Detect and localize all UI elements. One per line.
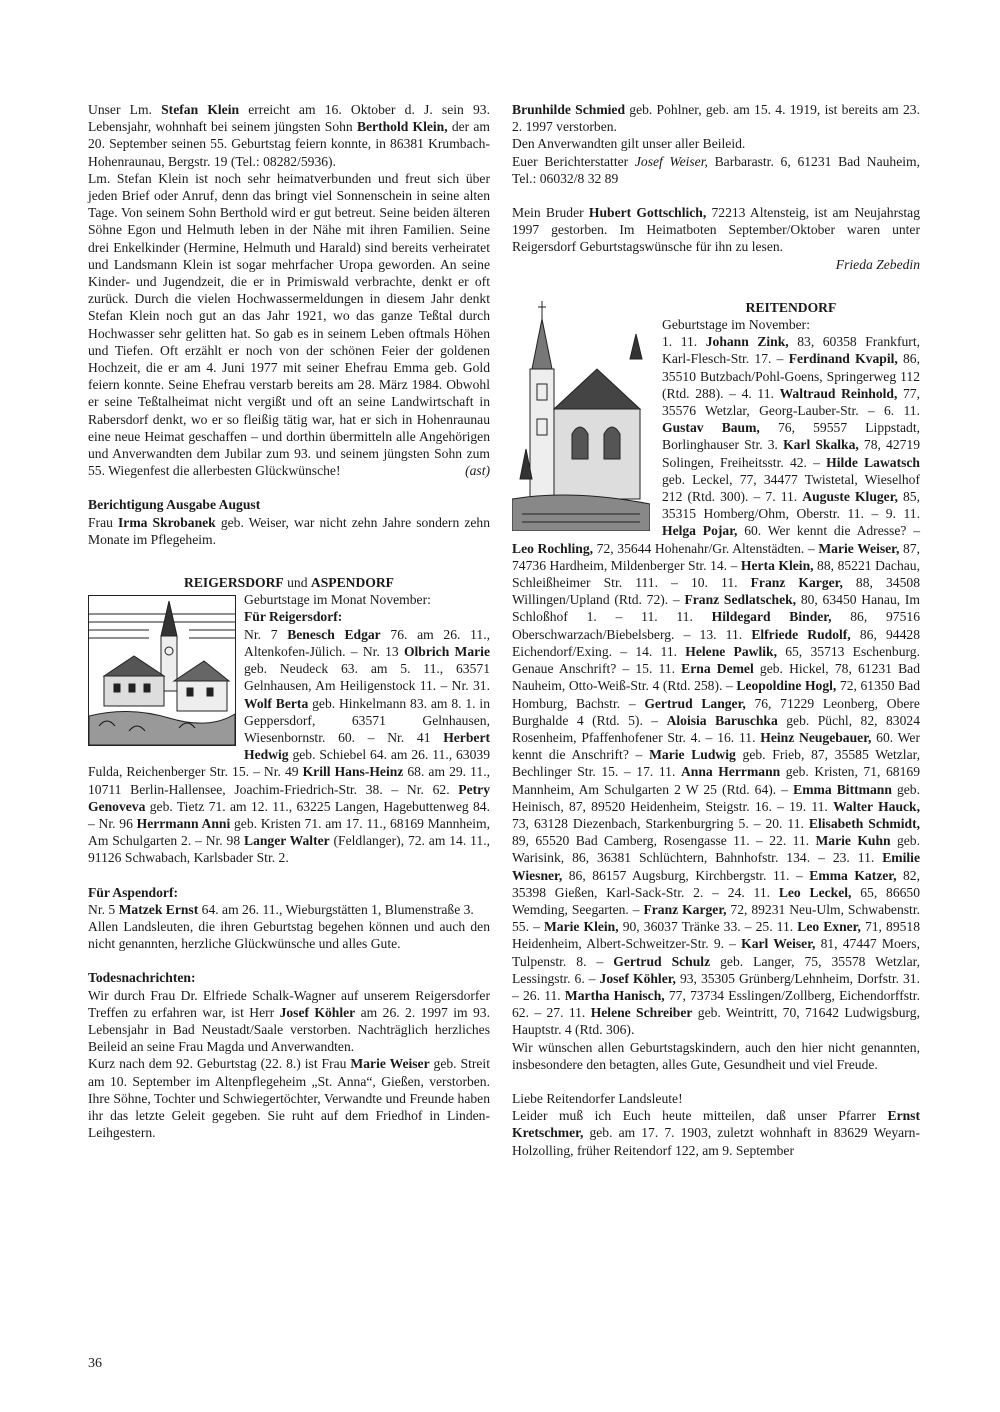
birthday-details: 76, 71229 Leonberg, Obere Burghalde 4 (Rtd. 5). –: [512, 695, 920, 728]
reigersdorf-subheading: Für Reigersdorf:: [244, 609, 343, 625]
obituary-koehler: Wir durch Frau Dr. Elfriede Schalk-Wagner auf unserem Reigersdorfer Treffen zu erfahren war, ist Herr Josef Köhler am 26. 2. 1997 im 93. Lebensjahr in Bad Neustadt/Saale verstorben. Nachträglich herzliches Beileid an seine Frau Magda und Anverwandten.: [88, 987, 491, 1055]
author-initials: (ast): [465, 463, 490, 479]
birthday-name: Leo Exner,: [797, 919, 861, 935]
birthday-details: 90, 36037 Tränke 33. – 25. 11.: [618, 919, 798, 935]
birthday-details: geb. Warisink, 86, 36381 Schlüchtern, Bahnhofstr. 134. – 23. 11.: [512, 833, 920, 866]
birthday-details: geb. Heinisch, 87, 89520 Heidenheim, Steigstr. 16. – 19. 11.: [512, 781, 920, 814]
birthday-details: 65, 86650 Wemding, Seegarten. –: [512, 884, 921, 917]
birthday-name: Helga Pojar,: [662, 523, 738, 539]
birthday-details: 60. Wer kennt die Adresse? –: [737, 523, 920, 539]
birthday-name: Anna Herrmann: [680, 764, 781, 780]
birthday-name: Emma Bittmann: [793, 781, 892, 797]
birthday-name: Marie Klein,: [543, 919, 619, 935]
birthday-details: geb. Weintritt, 70, 71642 Ludwigsburg, Hauptstr. 4 (Rtd. 306).: [512, 1005, 920, 1038]
obituary-gottschlich: Mein Bruder Hubert Gottschlich, 72213 Altensteig, ist am Neujahrstag 1997 gestorben. Im Heimatboten September/Oktober waren unter Reigersdorf Geburtstagswünsche für ihn zu lesen.: [512, 205, 920, 255]
birthday-details: 78, 42719 Solingen, Freiheitsstr. 42. –: [662, 437, 921, 470]
birthday-name: Franz Sedlatschek,: [684, 592, 797, 608]
birthday-name: Leo Leckel,: [778, 884, 852, 900]
reigersdorf-intro: Geburtstage im Monat November:: [244, 592, 431, 608]
birthday-name: Auguste Kluger,: [802, 489, 898, 505]
birthday-details: 72, 61350 Bad Homburg, Bachstr. –: [512, 678, 920, 711]
aspendorf-wishes: Allen Landsleuten, die ihren Geburtstag begehen können und auch den nicht genannten, herzliche Glückwünsche und alles Gute.: [88, 918, 490, 952]
condolence-line: Den Anverwandten gilt unser aller Beileid.: [512, 136, 746, 152]
birthday-name: Hilde Lawatsch: [826, 454, 920, 470]
birthday-name: Marie Kuhn: [815, 833, 891, 849]
birthday-details: 77, 73734 Esslingen/Zollberg, Eichendorffstr. 62. – 27. 11.: [512, 987, 920, 1021]
birthday-name: Josef Köhler,: [599, 970, 676, 986]
church-illustration: [512, 299, 650, 531]
birthday-details: geb. Langer, 75, 35578 Wetzlar, Lessingstr. 6. –: [512, 953, 920, 986]
birthday-details: 65, 35713 Eschenburg. Genaue Anschrift? – 15. 11.: [512, 643, 920, 677]
reitendorf-greeting: Liebe Reitendorfer Landsleute!: [512, 1090, 683, 1106]
obituary-schmied: Brunhilde Schmied geb. Pohlner, geb. am 15. 4. 1919, ist bereits am 23. 2. 1997 verstorben.: [512, 102, 920, 135]
birthday-details: 83, 60358 Frankfurt, Karl-Flesch-Str. 17. –: [662, 334, 920, 367]
birthday-name: Franz Karger,: [750, 575, 843, 591]
birthday-details: 86, 94428 Eichendorf/Exing. – 14. 11.: [512, 626, 920, 659]
birthday-name: Gertrud Schulz: [613, 953, 711, 969]
reitendorf-wishes: Wir wünschen allen Geburtstagskindern, auch den hier nicht genannten, insbesondere den betagten, alles Gute, Gesundheit und viel Freude.: [512, 1039, 920, 1072]
birthday-name: Emilie Wiesner,: [512, 850, 920, 883]
reitendorf-announcement: Leider muß ich Euch heute mitteilen, daß unser Pfarrer Ernst Kretschmer, geb. am 17. 7. 1903, zuletzt wohnhaft in 83629 Weyarn-Holzolling, früher Reitendorf 122, am 9. September: [512, 1108, 920, 1158]
birthday-name: Karl Weiser,: [741, 936, 816, 952]
klein-article-intro: Unser Lm. Stefan Klein erreicht am 16. Oktober d. J. sein 93. Lebensjahr, wohnhaft bei seinem jüngsten Sohn Berthold Klein, der am 20. September seinen 55. Geburtstag feiern konnte, in 86381 Krumbach-Hohenraunau, Bergstr. 19 (Tel.: 08282/5936).: [88, 102, 490, 169]
birthday-details: geb. Hickel, 78, 61231 Bad Nauheim, Otto-Weiß-Str. 4 (Rtd. 258). –: [512, 661, 921, 694]
birthday-details: 81, 47447 Moers, Tulpenstr. 8. –: [512, 936, 920, 969]
birthday-name: Karl Skalka,: [783, 437, 859, 453]
birthday-details: 72, 35644 Hohenahr/Gr. Altenstädten. –: [593, 540, 819, 556]
birthday-details: 80, 63450 Hanau, Im Schloßhof 1. – 11. 11.: [512, 592, 920, 625]
birthday-details: geb. Frieb, 87, 35585 Wetzlar, Bechlinger Str. 15. – 17. 11.: [512, 747, 920, 780]
birthday-name: Helene Schreiber: [590, 1005, 693, 1021]
birthday-details: 73, 63128 Diezenbach, Starkenburgring 5. – 20. 11.: [512, 815, 809, 831]
reitendorf-intro: Geburtstage im November:: [662, 317, 810, 333]
birthday-details: geb. Leckel, 77, 34477 Twistetal, Wieselhof 212 (Rtd. 300). – 7. 11.: [662, 471, 920, 505]
aspendorf-subheading: Für Aspendorf:: [88, 884, 179, 900]
right-column: [512, 101, 920, 1159]
author-signature: Frieda Zebedin: [835, 256, 920, 272]
reigersdorf-heading: REIGERSDORF und ASPENDORF: [184, 575, 394, 591]
birthday-details: 86, 86157 Augsburg, Kirchbergstr. 11. –: [562, 867, 810, 883]
left-column: [88, 101, 490, 1141]
birthday-details: 85, 35315 Homberg/Ohm, Oberstr. 11. – 9. 11.: [662, 489, 920, 522]
birthday-details: 87, 74736 Hardheim, Mildenberger Str. 14. –: [512, 540, 920, 573]
reporter-line: Euer Berichterstatter Josef Weiser, Barbarastr. 6, 61231 Bad Nauheim, Tel.: 06032/8 32 89: [512, 153, 920, 186]
birthday-name: Gustav Baum,: [662, 420, 760, 436]
birthday-details: 72, 89231 Neu-Ulm, Schwabenstr. 55. –: [512, 901, 920, 935]
birthday-name: Elisabeth Schmidt,: [808, 815, 921, 831]
birthday-details: 60. Wer kennt die Anschrift? –: [512, 729, 920, 763]
birthday-details: 82, 35398 Gießen, Karl-Sack-Str. 2. – 24. 11.: [512, 867, 920, 900]
correction-text: Frau Irma Skrobanek geb. Weiser, war nicht zehn Jahre sondern zehn Monate im Pflegeheim.: [88, 514, 490, 547]
birthday-name: Martha Hanisch,: [564, 987, 665, 1003]
birthday-name: Walter Hauck,: [833, 798, 920, 814]
birthday-details: 71, 89518 Heidenheim, Albert-Schweitzer-Str. 9. –: [512, 919, 921, 952]
reigersdorf-birthdays: Nr. 7 Benesch Edgar 76. am 26. 11., Altenkofen-Jülich. – Nr. 13 Olbrich Marie geb. Neudeck 63. am 5. 11., 63571 Gelnhausen, Am Heiligenstock 11. – Nr. 31. Wolf Berta geb. Hinkelmann 83. am 8. 1. in Geppersdorf, 63571 Gelnhausen, Wiesenbornstr. 60. – Nr. 41 Herbert Hedwig geb. Schiebel 64. am 26. 11., 63039 Fulda, Reichenberger Str. 15. – Nr. 49 Krill Hans-Heinz 68. am 29. 11., 10711 Berlin-Hallensee, Joachim-Friedrich-Str. 38. – Nr. 62. Petry Genoveva geb. Tietz 71. am 12. 11., 63225 Langen, Hagebuttenweg 84. – Nr. 96 Herrmann Anni geb. Kristen 71. am 17. 11., 68169 Mannheim, Am Schulgarten 2. – Nr. 98 Langer Walter (Feldlanger), 72. am 14. 11., 91126 Schwabach, Karlsbader Str. 2.: [88, 626, 491, 866]
birthday-details: 93, 35305 Grünberg/Lehnheim, Dorfstr. 31. – 26. 11.: [512, 970, 920, 1003]
birthday-name: Franz Karger,: [643, 901, 727, 917]
birthday-name: Hildegard Binder,: [711, 609, 832, 625]
obituaries-heading: Todesnachrichten:: [88, 970, 196, 986]
birthday-name: Ferdinand Kvapil,: [788, 351, 898, 367]
birthday-details: 88, 34508 Willingen/Upland (Rtd. 72). –: [512, 575, 920, 608]
birthday-name: Erna Demel: [681, 661, 754, 677]
birthday-name: Johann Zink,: [705, 334, 789, 350]
aspendorf-birthday: Nr. 5 Matzek Ernst 64. am 26. 11., Wieburgstätten 1, Blumenstraße 3.: [88, 901, 474, 917]
birthday-details: 88, 85221 Dachau, Schleißheimer Str. 111. – 10. 11.: [512, 557, 920, 591]
birthday-name: Helene Pawlik,: [685, 643, 777, 659]
birthday-details: 86, 35510 Butzbach/Pohl-Goens, Springerweg 112 (Rtd. 288). – 4. 11.: [662, 351, 920, 401]
obituary-weiser: Kurz nach dem 92. Geburtstag (22. 8.) ist Frau Marie Weiser geb. Streit am 10. September im Altenpflegeheim „St. Anna“, Gießen, verstorben. Ihre Söhne, Tochter und Schwiegertöchter, Verwandte und Freunde haben ihr das letzte Geleit gegeben. Sie ruht auf dem Friedhof in Linden-Leihgestern.: [88, 1056, 490, 1141]
birthday-name: Leo Rochling,: [512, 540, 594, 556]
birthday-name: Gertrud Langer,: [644, 695, 746, 711]
birthday-name: Heinz Neugebauer,: [760, 729, 872, 745]
birthday-name: Elfriede Rudolf,: [751, 626, 851, 642]
birthday-name: Leopoldine Hogl,: [736, 678, 837, 694]
birthday-name: Waltraud Reinhold,: [779, 385, 898, 401]
village-illustration: [88, 595, 236, 746]
birthday-details: 77, 35576 Wetzlar, Georg-Lauber-Str. – 6. 11.: [662, 385, 921, 419]
correction-heading: Berichtigung Ausgabe August: [88, 497, 261, 513]
birthday-details: 89, 65520 Bad Camberg, Rosengasse 11. – 22. 11.: [512, 833, 816, 849]
birthday-name: Marie Ludwig: [649, 747, 736, 763]
birthday-details: 1. 11.: [662, 334, 706, 350]
birthday-name: Emma Katzer,: [809, 867, 897, 883]
reitendorf-heading: REITENDORF: [745, 299, 837, 315]
birthday-name: Marie Weiser,: [818, 540, 900, 556]
birthday-name: Aloisia Baruschka: [666, 712, 778, 728]
birthday-details: geb. Püchl, 82, 83024 Rosenheim, Pfaffenhofener Str. 4. – 16. 11.: [512, 712, 920, 745]
birthday-details: geb. Kristen, 71, 68169 Mannheim, Am Schulgarten 2 W 25 (Rtd. 64). –: [512, 764, 920, 797]
klein-article-body: Lm. Stefan Klein ist noch sehr heimatverbunden und freut sich über jeden Brief oder Anruf, denn das bringt viel Sonnenschein in seine alten Tage. Von seinem Sohn Berthold wird er gut betreut. Seine beiden älteren Söhne Egon und Helmuth leben in der Nähe mit ihren Familien. Seine drei Enkelkinder (Hermine, Helmuth und Harald) sind bereits verheiratet und Landsmann Klein ist sogar mehrfacher Uropa geworden. An seine Kinder- und Jugendzeit, die er in Primiswald verbrachte, denkt er oft zurück. Durch die vielen Hochwassermeldungen in diesem Jahr denkt Stefan Klein noch gut an das Jahr 1921, wo das ganze Teßtal durch Hochwasser sehr gelitten hat. So gab es in seinem Leben oftmals Höhen und Tiefen. Oft erzählt er noch von der schönen Feier der goldenen Hochzeit, die er am 4. Juni 1977 mit seiner Ehefrau Emma geb. Gold feiern konnte. Seine Ehefrau verstarb bereits am 28. März 1984. Obwohl er seine Teßtalheimat nicht vergißt und oft an seine Landwirtschaft in Rabersdorf denkt, wo er so fleißig tätig war, hat er sich in Hohenraunau eine neue Heimat geschaffen – und dorthin übermitteln alle Angehörigen und Anverwandten dem Jubilar zum 93. und seinem jüngsten Sohn zum 55. Wiegenfest die allerbesten Glückwünsche! (ast): [88, 170, 490, 479]
page-number: 36: [88, 1356, 102, 1371]
birthday-details: 76, 59557 Lippstadt, Borlinghauser Str. 3.: [662, 420, 921, 453]
birthday-details: 86, 97516 Oberschwarzach/Biebelsberg. – 13. 11.: [512, 609, 920, 642]
birthday-name: Herta Klein,: [740, 557, 814, 573]
